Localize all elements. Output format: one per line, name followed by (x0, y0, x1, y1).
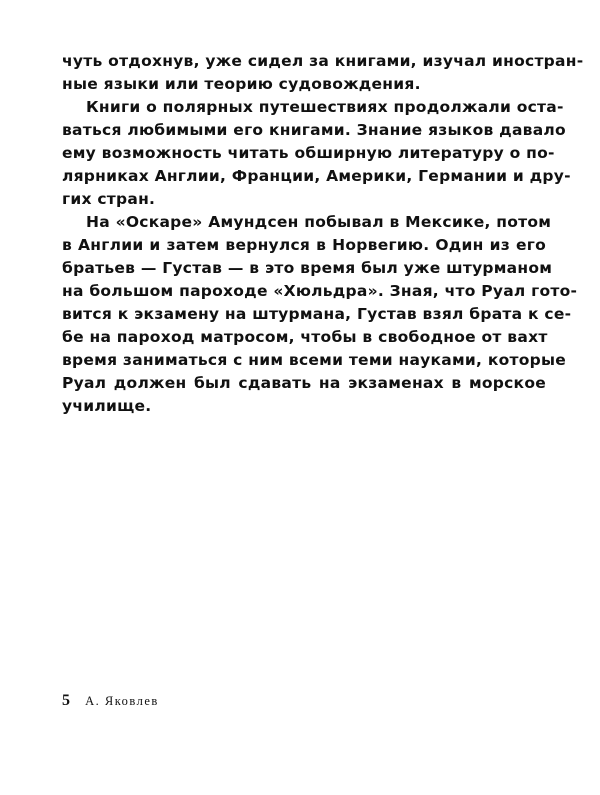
text-line: лярниках Англии, Франции, Америки, Германии и дру- (62, 167, 571, 185)
text-line: в Англии и затем вернулся в Норвегию. Один из его (62, 236, 546, 254)
text-line: училище. (62, 397, 152, 415)
text-line: на большом пароходе «Хюльдра». Зная, что Руал гото- (62, 282, 578, 300)
text-line: ные языки или теорию судовождения. (62, 75, 421, 93)
text-line: Руал должен был сдавать на экзаменах в морское (62, 374, 546, 392)
body-text (62, 50, 584, 418)
text-line: Книги о полярных путешествиях продолжали оста- (86, 98, 564, 116)
page-footer (62, 689, 159, 711)
text-line: вится к экзамену на штурмана, Густав взял брата к се- (62, 305, 572, 323)
running-head-author: А. Яковлев (85, 694, 159, 708)
text-line: ваться любимыми его книгами. Знание языков давало (62, 121, 566, 139)
text-line: гих стран. (62, 190, 156, 208)
text-line: время заниматься с ним всеми теми науками, которые (62, 351, 566, 369)
text-line: братьев — Густав — в это время был уже штурманом (62, 259, 553, 277)
text-line: бе на пароход матросом, чтобы в свободное от вахт (62, 328, 548, 346)
text-line: чуть отдохнув, уже сидел за книгами, изучал иностран- (62, 52, 584, 70)
text-line: На «Оскаре» Амундсен побывал в Мексике, потом (86, 213, 552, 231)
text-line: ему возможность читать обширную литературу о по- (62, 144, 555, 162)
page-number: 5 (62, 692, 70, 709)
